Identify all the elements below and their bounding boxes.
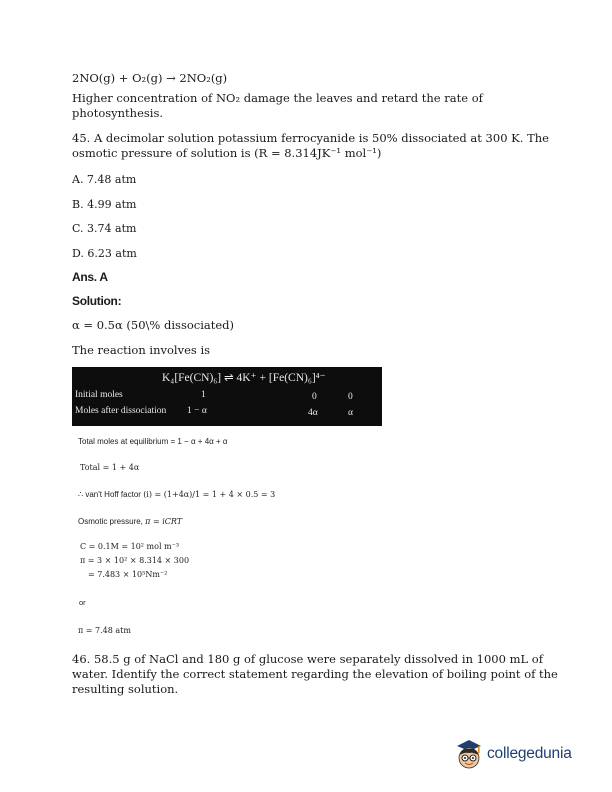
row-label-after: Moles after dissociation [75,406,167,416]
osmotic-formula: π = iCRT [145,517,183,526]
step-total: Total = 1 + 4α [80,463,140,472]
cell-value: 1 − α [187,406,207,416]
option-d: D. 6.23 atm [72,247,137,260]
alpha-line: α = 0.5α (50\% dissociated) [72,318,235,332]
question-46-line1: 46. 58.5 g of NaCl and 180 g of glucose were separately dissolved in 1000 mL of [72,652,543,666]
cell-value: 4α [308,408,318,418]
or-text: or [79,598,86,607]
option-c: C. 3.74 atm [72,222,137,235]
brand-name: collegedunia [487,745,572,762]
row-label-initial: Initial moles [75,390,123,400]
mascot-icon [452,737,486,771]
calc-line-3: = 7.483 × 10⁵Nm⁻² [88,570,168,579]
text-line: Higher concentration of NO₂ damage the leaves and retard the rate of [72,91,483,105]
reaction-table-image [72,367,382,426]
calc-line-2: π = 3 × 10² × 8.314 × 300 [80,556,190,565]
question-46-line3: resulting solution. [72,682,179,696]
collegedunia-logo[interactable] [452,737,592,771]
calc-line-1: C = 0.1M = 10² mol m⁻³ [80,542,180,551]
option-a: A. 7.48 atm [72,173,137,186]
solution-label: Solution: [72,294,122,308]
reaction-intro: The reaction involves is [72,343,211,357]
step-osmotic [78,517,182,526]
question-46-line2: water. Identify the correct statement regarding the elevation of boiling point of the [72,667,558,681]
question-45-line2: osmotic pressure of solution is (R = 8.314JK⁻¹ mol⁻¹) [72,146,382,160]
equation-line: 2NO(g) + O₂(g) → 2NO₂(g) [72,71,228,85]
final-answer: π = 7.48 atm [78,626,131,635]
vant-hoff-math: (i) = (1+4α)/1 = 1 + 4 × 0.5 = 3 [143,490,276,499]
vant-hoff-prefix: ∴ van't Hoff factor [78,490,141,499]
text-line: photosynthesis. [72,106,164,120]
answer-label: Ans. A [72,270,108,284]
cell-value: 0 [312,392,317,402]
reaction-equation: K₄[Fe(CN)₆] ⇌ 4K⁺ + [Fe(CN)₆]⁴⁻ [162,372,326,384]
cell-value: α [348,408,353,418]
step-total-moles: Total moles at equilibrium = 1 − α + 4α + α [78,437,228,446]
cell-value: 1 [201,390,206,400]
osmotic-label: Osmotic pressure, [78,517,143,526]
option-b: B. 4.99 atm [72,198,137,211]
cell-value: 0 [348,392,353,402]
step-vant-hoff [78,490,275,499]
question-45-line1: 45. A decimolar solution potassium ferrocyanide is 50% dissociated at 300 K. The [72,131,549,145]
